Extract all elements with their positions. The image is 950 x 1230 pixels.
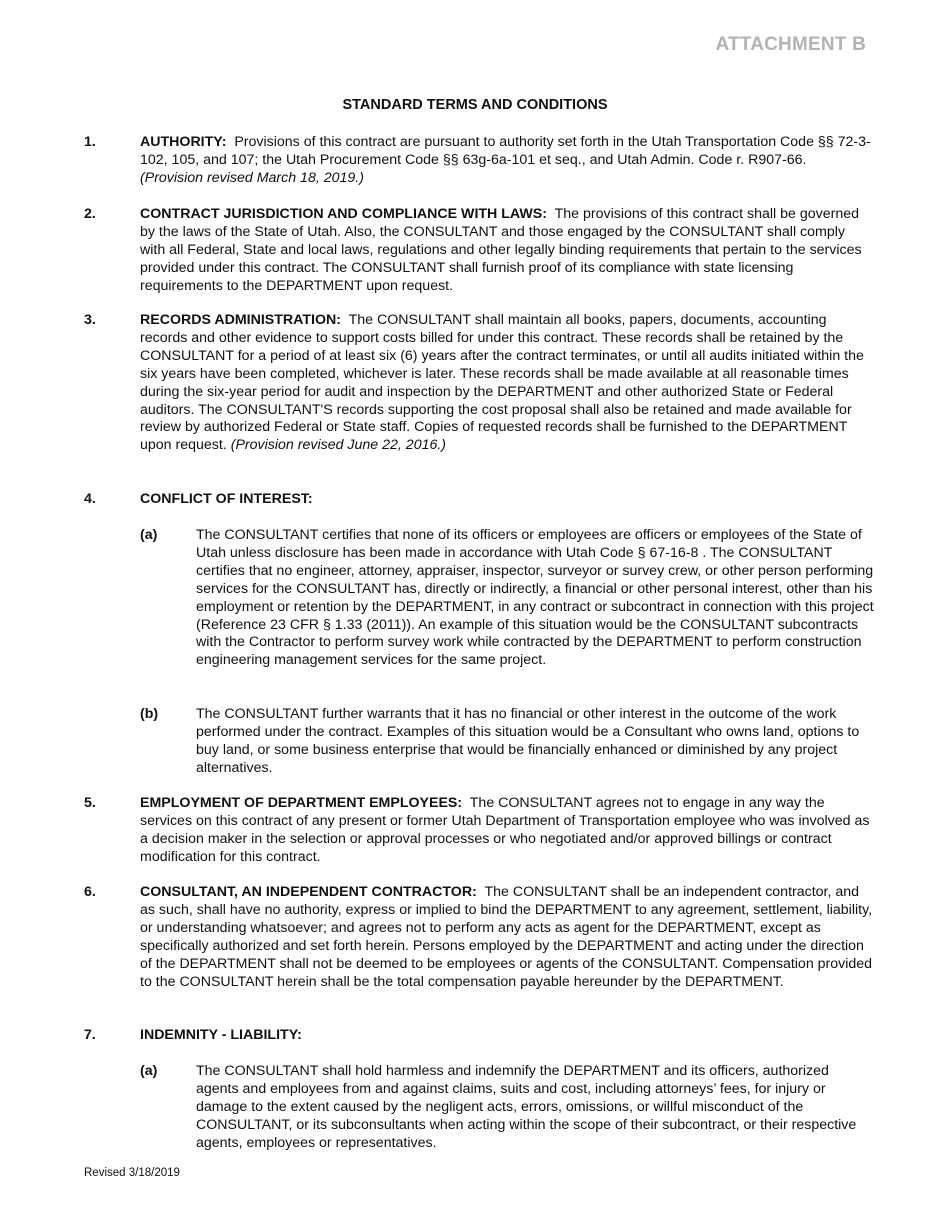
section-heading: RECORDS ADMINISTRATION: [140,312,341,328]
section-5 [84,795,874,867]
subsection-label: (a) [140,527,158,543]
subsection-text: The CONSULTANT certifies that none of its officers or employees are officers or employees of the State of Utah unless disclosure has been made in accordance with Utah Code § 67-16-8 . The CONSULTANT certifies that no engineer, attorney, appraiser, inspector, surveyor or survey crew, or other person performing services for the CONSULTANT has, directly or indirectly, a financial or other personal interest, other than his employment or retention by the DEPARTMENT, in any contract or subcontract in connection with this project (Reference 23 CFR § 1.33 (2011)). An example of this situation would be the CONSULTANT subcontracts with the Contractor to perform survey work while contracted by the DEPARTMENT to perform construction engineering management services for the same project. [196,527,874,669]
subsection-label: (a) [140,1063,158,1079]
subsection-text: The CONSULTANT shall hold harmless and indemnify the DEPARTMENT and its officers, authorized agents and employees from and against claims, suits and cost, including attorneys’ fees, for injury or damage to the extent caused by the negligent acts, errors, omissions, or willful misconduct of the CONSULTANT, or its subconsultants when acting within the scope of their subcontract, or their respective agents, employees or representatives. [196,1063,857,1151]
section-heading: CONSULTANT, AN INDEPENDENT CONTRACTOR: [140,884,477,900]
section-note: (Provision revised March 18, 2019.) [140,169,364,186]
section-heading: INDEMNITY - LIABILITY: [140,1027,302,1043]
subsection-text: The CONSULTANT further warrants that it has no financial or other interest in the outcome of the work performed under the contract. Examples of this situation would be a Consultant who owns land, options to buy land, or some business enterprise that would be financially enhanced or diminished by any project alternatives. [196,706,860,776]
section-6 [84,884,874,991]
section-number: 6. [84,884,96,900]
section-heading: AUTHORITY: [140,134,227,150]
section-note: (Provision revised June 22, 2016.) [230,437,447,454]
section-text: The CONSULTANT shall maintain all books, papers, documents, accounting records and other evidence to support costs billed for under this contract. These records shall be retained by the CONSULTANT for a period of at least six (6) years after the contract terminates, or until all audits initiated within the six years have been completed, whichever is later. These records shall be made available at all reasonable times during the six-year period for audit and inspection by the DEPARTMENT and other authorized State or Federal auditors. The CONSULTANT'S records supporting the cost proposal shall also be retained and made available for review by authorized Federal or State staff. Copies of requested records shall be furnished to the DEPARTMENT upon request. [140,312,864,454]
section-heading: CONTRACT JURISDICTION AND COMPLIANCE WITH LAWS: [140,206,547,222]
subsection-4b [140,706,874,778]
revision-footer: Revised 3/18/2019 [84,1167,180,1179]
subsection-7a [140,1063,874,1153]
section-number: 2. [84,206,96,222]
section-number: 1. [84,134,96,150]
section-text: The provisions of this contract shall be governed by the laws of the State of Utah. Also, the CONSULTANT and those engaged by the CONSULTANT shall comply with all Federal, State and local laws, regulations and other legally binding requirements that pertain to the services provided under this contract. The CONSULTANT shall furnish proof of its compliance with state licensing requirements to the DEPARTMENT upon request. [140,206,862,294]
subsection-label: (b) [140,706,159,722]
section-4 [84,491,874,509]
section-text: The CONSULTANT shall be an independent contractor, and as such, shall have no authority, express or implied to bind the DEPARTMENT to any agreement, settlement, liability, or understanding whatsoever; and agrees not to perform any acts as agent for the DEPARTMENT, except as specifically authorized and set forth herein. Persons employed by the DEPARTMENT and acting under the direction of the DEPARTMENT shall not be deemed to be employees or agents of the CONSULTANT. Compensation provided to the CONSULTANT herein shall be the total compensation payable hereunder by the DEPARTMENT. [140,884,873,990]
section-1 [84,134,874,188]
section-text: Provisions of this contract are pursuant to authority set forth in the Utah Transportation Code §§ 72-3-102, 105, and 107; the Utah Procurement Code §§ 63g-6a-101 et seq., and Utah Admin. Code r. R907-66. [140,134,871,168]
document-title: STANDARD TERMS AND CONDITIONS [342,97,608,113]
section-number: 5. [84,795,96,811]
section-number: 3. [84,312,96,328]
section-3 [84,312,874,455]
attachment-label: ATTACHMENT B [715,34,866,55]
section-heading: EMPLOYMENT OF DEPARTMENT EMPLOYEES: [140,795,463,811]
subsection-4a [140,527,874,670]
section-7 [84,1027,874,1045]
section-number: 7. [84,1027,96,1043]
section-heading: CONFLICT OF INTEREST: [140,491,313,507]
section-text: The CONSULTANT agrees not to engage in any way the services on this contract of any present or former Utah Department of Transportation employee who was involved as a decision maker in the selection or approval processes or who negotiated and/or approved billings or contract modification for this contract. [140,795,870,865]
section-number: 4. [84,491,96,507]
section-2 [84,206,874,296]
